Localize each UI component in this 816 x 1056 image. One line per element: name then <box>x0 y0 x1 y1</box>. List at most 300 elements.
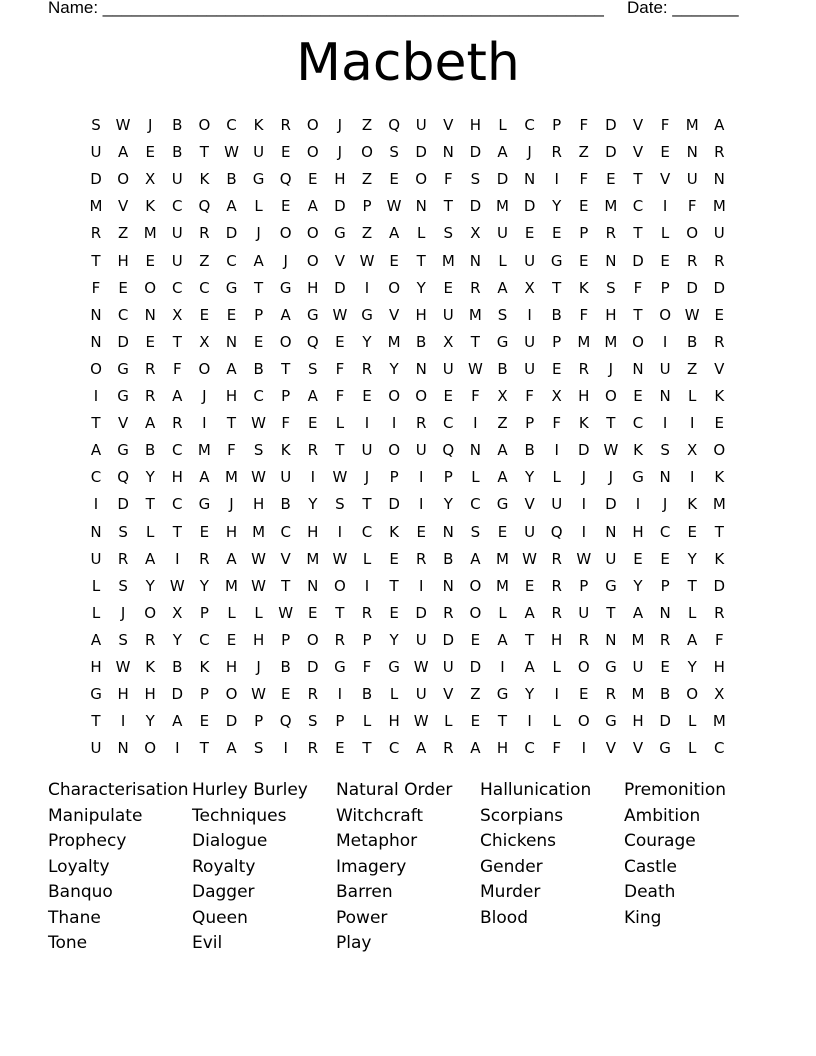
grid-letter: E <box>416 522 426 541</box>
grid-letter: N <box>659 468 671 487</box>
grid-letter: L <box>688 603 697 622</box>
grid-letter: I <box>554 170 559 189</box>
grid-letter: G <box>117 359 129 378</box>
grid-letter: I <box>500 658 505 676</box>
grid-letter: L <box>498 116 507 134</box>
grid-letter: K <box>253 116 264 134</box>
grid-letter: N <box>415 197 427 216</box>
grid-letter: E <box>470 630 481 649</box>
grid-letter: U <box>90 549 102 568</box>
grid-letter: L <box>498 603 507 622</box>
grid-row <box>84 112 734 139</box>
grid-letter: Y <box>525 468 535 487</box>
word-bank-item: Metaphor <box>336 831 418 851</box>
grid-letter: A <box>497 143 508 162</box>
grid-letter: U <box>605 549 617 568</box>
grid-letter: Q <box>388 116 400 134</box>
grid-letter: O <box>577 712 590 731</box>
grid-letter: T <box>199 739 209 758</box>
grid-letter: T <box>525 630 535 649</box>
grid-letter: S <box>308 712 318 731</box>
grid-letter: E <box>145 332 155 351</box>
grid-letter: O <box>713 441 726 460</box>
grid-letter: L <box>498 251 507 270</box>
grid-letter: M <box>604 332 618 351</box>
grid-letter: B <box>172 658 183 676</box>
grid-letter: X <box>524 278 535 297</box>
grid-letter: E <box>443 387 454 405</box>
grid-letter: W <box>413 712 429 731</box>
grid-letter: Q <box>442 441 455 460</box>
grid-letter: O <box>306 116 319 134</box>
grid-letter: G <box>659 739 671 758</box>
grid-letter: W <box>251 576 267 595</box>
grid-letter: A <box>145 414 156 433</box>
grid-letter: R <box>605 685 617 704</box>
grid-letter: M <box>197 441 211 460</box>
grid-row <box>84 356 734 383</box>
grid-letter: O <box>686 224 699 243</box>
grid-letter: V <box>280 549 291 568</box>
grid-letter: Z <box>199 251 210 270</box>
grid-letter: C <box>443 414 454 433</box>
grid-letter: L <box>471 468 480 487</box>
grid-letter: S <box>389 143 399 162</box>
grid-letter: O <box>333 576 346 595</box>
grid-letter: M <box>441 251 455 270</box>
grid-letter: G <box>632 468 644 487</box>
grid-letter: F <box>335 387 345 405</box>
grid-letter: B <box>226 170 237 189</box>
word-bank-item: Manipulate <box>48 805 143 826</box>
grid-letter: N <box>469 441 481 460</box>
grid-letter: Q <box>279 712 292 731</box>
grid-letter: U <box>415 441 427 460</box>
grid-letter: Y <box>145 576 155 595</box>
grid-letter: W <box>603 441 619 460</box>
grid-letter: Y <box>525 685 535 704</box>
grid-letter: P <box>335 712 345 731</box>
grid-letter: X <box>172 603 183 622</box>
grid-letter: H <box>252 630 265 649</box>
grid-letter: Z <box>117 224 129 243</box>
grid-letter: C <box>470 495 481 514</box>
grid-letter: F <box>579 116 589 134</box>
word-bank-item: Power <box>336 907 388 928</box>
grid-letter: J <box>202 387 207 405</box>
grid-letter: D <box>334 197 346 216</box>
grid-letter: N <box>632 359 644 378</box>
grid-row <box>84 546 734 573</box>
grid-letter: C <box>226 251 237 270</box>
grid-letter: A <box>145 549 156 568</box>
grid-letter: D <box>523 197 536 216</box>
grid-letter: R <box>199 549 210 568</box>
grid-letter: R <box>551 143 562 162</box>
word-bank-column <box>192 778 336 957</box>
grid-letter: K <box>714 468 725 487</box>
grid-letter: M <box>496 576 509 595</box>
grid-letter: E <box>714 414 725 433</box>
grid-letter: J <box>256 658 261 676</box>
grid-letter: T <box>172 332 182 351</box>
grid-letter: P <box>660 576 670 595</box>
grid-letter: A <box>524 603 535 622</box>
grid-letter: D <box>496 170 509 189</box>
grid-letter: V <box>443 116 454 134</box>
grid-letter: B <box>524 441 535 460</box>
grid-letter: F <box>552 414 561 433</box>
grid-letter: U <box>524 251 536 270</box>
grid-letter: U <box>415 685 427 704</box>
grid-letter: R <box>578 359 590 378</box>
grid-letter: M <box>496 549 509 568</box>
grid-letter: R <box>551 576 562 595</box>
grid-letter: X <box>470 224 481 243</box>
grid-letter: O <box>306 251 319 270</box>
word-bank-column <box>48 778 192 957</box>
grid-letter: E <box>579 685 589 704</box>
grid-letter: B <box>172 143 183 162</box>
grid-letter: O <box>198 116 211 134</box>
grid-letter: O <box>632 332 644 351</box>
grid-letter: A <box>172 712 183 731</box>
grid-letter: W <box>115 658 131 676</box>
grid-letter: B <box>416 332 427 351</box>
grid-letter: W <box>115 116 131 134</box>
grid-letter: Q <box>306 332 319 351</box>
grid-letter: P <box>552 332 562 351</box>
grid-letter: R <box>144 359 156 378</box>
grid-letter: K <box>714 549 725 568</box>
grid-letter: Y <box>389 630 399 649</box>
word-bank-column <box>336 778 480 957</box>
grid-letter: E <box>524 224 535 243</box>
grid-letter: Z <box>361 170 373 189</box>
grid-letter: V <box>443 685 454 704</box>
grid-letter: E <box>389 170 399 189</box>
grid-letter: O <box>306 224 319 243</box>
grid-letter: C <box>199 278 210 297</box>
grid-letter: T <box>226 414 237 433</box>
grid-letter: U <box>442 658 454 676</box>
grid-letter: I <box>283 739 288 758</box>
grid-letter: Y <box>443 495 453 514</box>
grid-letter: U <box>171 224 183 243</box>
grid-letter: C <box>714 739 725 758</box>
grid-letter: Q <box>117 468 129 487</box>
grid-letter: N <box>442 522 454 541</box>
grid-letter: L <box>444 712 453 731</box>
grid-letter: U <box>713 224 725 243</box>
grid-letter: N <box>659 603 671 622</box>
grid-letter: L <box>688 712 697 731</box>
grid-letter: G <box>496 495 509 514</box>
grid-letter: F <box>91 278 101 297</box>
grid-letter: G <box>117 441 129 460</box>
grid-letter: R <box>90 224 102 243</box>
grid-letter: D <box>442 630 455 649</box>
grid-row <box>84 139 734 166</box>
grid-letter: G <box>605 576 617 595</box>
grid-letter: E <box>335 739 345 758</box>
word-bank-item: Banquo <box>48 882 113 902</box>
grid-letter: Z <box>687 359 698 378</box>
page-title: Macbeth <box>296 33 520 93</box>
grid-letter: K <box>145 197 156 216</box>
grid-letter: T <box>416 251 426 270</box>
grid-letter: R <box>686 251 698 270</box>
grid-letter: D <box>605 143 617 162</box>
grid-letter: C <box>199 630 210 649</box>
grid-letter: B <box>280 658 291 676</box>
grid-letter: H <box>225 387 238 405</box>
grid-row <box>84 302 734 329</box>
grid-letter: W <box>386 197 402 216</box>
grid-letter: H <box>117 251 129 270</box>
grid-letter: L <box>417 224 426 243</box>
grid-letter: E <box>660 549 670 568</box>
grid-letter: N <box>442 143 454 162</box>
grid-letter: T <box>633 305 643 324</box>
grid-letter: F <box>579 170 589 189</box>
grid-letter: E <box>308 170 318 189</box>
grid-letter: H <box>632 522 644 541</box>
grid-letter: L <box>552 468 561 487</box>
grid-letter: D <box>469 143 482 162</box>
grid-letter: C <box>361 522 373 541</box>
grid-letter: S <box>606 278 616 297</box>
grid-letter: R <box>443 603 454 622</box>
grid-letter: U <box>415 630 427 649</box>
grid-letter: P <box>579 576 589 595</box>
grid-letter: N <box>659 387 671 405</box>
grid-letter: P <box>199 685 209 704</box>
grid-letter: W <box>224 143 239 162</box>
grid-letter: T <box>443 197 453 216</box>
grid-letter: G <box>225 278 238 297</box>
grid-letter: O <box>686 685 699 704</box>
grid-letter: R <box>415 549 427 568</box>
grid-letter: X <box>497 387 508 405</box>
grid-letter: P <box>281 630 291 649</box>
grid-letter: Q <box>198 197 211 216</box>
grid-letter: D <box>713 576 726 595</box>
grid-letter: Y <box>389 359 399 378</box>
grid-letter: L <box>688 739 697 758</box>
grid-letter: C <box>388 739 400 758</box>
grid-letter: T <box>335 441 345 460</box>
grid-letter: J <box>337 116 343 134</box>
grid-row <box>84 437 734 464</box>
grid-letter: M <box>631 685 645 704</box>
grid-letter: D <box>605 495 617 514</box>
grid-letter: D <box>225 224 238 243</box>
grid-letter: N <box>90 305 102 324</box>
grid-letter: U <box>171 251 183 270</box>
grid-letter: A <box>280 305 291 324</box>
grid-letter: F <box>552 739 561 758</box>
grid-letter: U <box>524 359 536 378</box>
grid-letter: M <box>225 576 238 595</box>
grid-letter: C <box>253 387 264 405</box>
grid-letter: O <box>306 143 319 162</box>
grid-letter: I <box>581 522 587 541</box>
grid-letter: V <box>632 143 644 162</box>
grid-letter: U <box>90 143 102 162</box>
grid-letter: Z <box>470 685 481 704</box>
grid-letter: F <box>633 278 643 297</box>
grid-letter: F <box>687 197 697 216</box>
grid-letter: P <box>660 278 670 297</box>
grid-letter: E <box>470 712 481 731</box>
grid-letter: T <box>281 359 291 378</box>
grid-letter: B <box>361 685 373 704</box>
grid-letter: P <box>362 630 372 649</box>
grid-letter: H <box>225 658 238 676</box>
grid-letter: E <box>308 603 318 622</box>
grid-letter: I <box>689 468 695 487</box>
grid-letter: P <box>254 712 264 731</box>
grid-letter: Y <box>552 197 562 216</box>
grid-letter: J <box>147 116 153 134</box>
grid-letter: T <box>172 522 182 541</box>
grid-letter: A <box>497 468 508 487</box>
grid-letter: D <box>415 143 427 162</box>
grid-letter: S <box>443 224 454 243</box>
grid-letter: G <box>605 658 617 676</box>
grid-letter: H <box>252 495 265 514</box>
grid-letter: T <box>470 332 480 351</box>
grid-letter: G <box>334 224 346 243</box>
grid-letter: D <box>605 116 617 134</box>
grid-row <box>84 654 734 681</box>
grid-letter: M <box>604 197 618 216</box>
grid-letter: G <box>306 305 319 324</box>
grid-letter: K <box>280 441 291 460</box>
grid-letter: R <box>199 224 210 243</box>
grid-letter: E <box>389 603 399 622</box>
grid-letter: G <box>117 387 129 405</box>
grid-letter: E <box>389 251 399 270</box>
grid-letter: A <box>172 387 183 405</box>
grid-letter: L <box>552 658 561 676</box>
grid-letter: P <box>525 414 535 433</box>
grid-row <box>84 735 734 762</box>
grid-letter: L <box>552 712 561 731</box>
word-bank-item: Royalty <box>192 856 256 877</box>
grid-letter: A <box>307 387 318 405</box>
grid-letter: W <box>413 658 429 676</box>
grid-letter: I <box>175 739 180 758</box>
grid-letter: H <box>551 630 563 649</box>
grid-letter: N <box>307 576 319 595</box>
grid-letter: U <box>280 468 292 487</box>
grid-letter: N <box>713 170 725 189</box>
grid-letter: T <box>633 224 643 243</box>
grid-letter: V <box>524 495 535 514</box>
word-bank-item: Premonition <box>624 780 727 800</box>
word-bank-item: King <box>624 907 662 928</box>
grid-letter: H <box>171 468 183 487</box>
grid-letter: A <box>226 549 237 568</box>
grid-letter: T <box>254 278 264 297</box>
grid-letter: Y <box>145 468 155 487</box>
grid-letter: A <box>226 197 237 216</box>
grid-letter: P <box>443 468 453 487</box>
grid-letter: R <box>470 278 481 297</box>
grid-letter: A <box>632 603 644 622</box>
grid-letter: E <box>579 197 589 216</box>
word-bank-item: Loyalty <box>48 856 110 877</box>
word-bank-column <box>624 778 768 931</box>
grid-letter: C <box>172 495 183 514</box>
grid-row <box>84 329 734 356</box>
grid-letter: R <box>714 251 725 270</box>
grid-letter: E <box>660 658 670 676</box>
grid-letter: U <box>171 170 183 189</box>
grid-letter: H <box>144 685 156 704</box>
grid-letter: N <box>605 630 617 649</box>
grid-letter: P <box>199 603 209 622</box>
grid-letter: O <box>225 685 238 704</box>
word-bank-item: Witchcraft <box>336 805 424 826</box>
grid-letter: O <box>198 359 211 378</box>
grid-letter: O <box>388 278 400 297</box>
grid-letter: T <box>91 251 101 270</box>
grid-letter: I <box>635 495 641 514</box>
grid-letter: L <box>254 197 263 216</box>
grid-letter: L <box>688 387 697 405</box>
grid-letter: E <box>226 305 237 324</box>
grid-letter: K <box>578 414 589 433</box>
grid-letter: I <box>527 712 532 731</box>
word-bank-item: Techniques <box>192 805 287 826</box>
grid-letter: P <box>389 468 399 487</box>
grid-letter: D <box>334 278 346 297</box>
grid-letter: P <box>281 387 291 405</box>
grid-letter: N <box>523 170 536 189</box>
grid-letter: I <box>93 495 99 514</box>
grid-letter: M <box>143 224 157 243</box>
grid-row <box>84 275 734 302</box>
grid-letter: C <box>226 116 237 134</box>
grid-letter: I <box>418 576 424 595</box>
grid-letter: A <box>497 278 508 297</box>
grid-letter: T <box>199 143 209 162</box>
grid-letter: E <box>199 712 210 731</box>
grid-letter: A <box>497 441 508 460</box>
word-bank-item: Dialogue <box>192 831 268 851</box>
grid-letter: O <box>415 387 428 405</box>
grid-letter: O <box>361 143 373 162</box>
grid-letter: E <box>118 278 128 297</box>
grid-letter: T <box>389 576 399 595</box>
grid-letter: F <box>714 630 724 649</box>
grid-letter: F <box>335 359 345 378</box>
word-bank-item: Blood <box>480 907 528 928</box>
grid-letter: Q <box>279 170 292 189</box>
grid-letter: Y <box>145 712 155 731</box>
grid-letter: M <box>712 712 726 731</box>
grid-letter: Y <box>362 332 372 351</box>
grid-letter: N <box>225 332 238 351</box>
grid-letter: F <box>525 387 534 405</box>
word-bank-item: Characterisation <box>48 780 189 800</box>
grid-letter: O <box>659 305 671 324</box>
grid-letter: R <box>551 603 562 622</box>
grid-letter: X <box>443 332 454 351</box>
